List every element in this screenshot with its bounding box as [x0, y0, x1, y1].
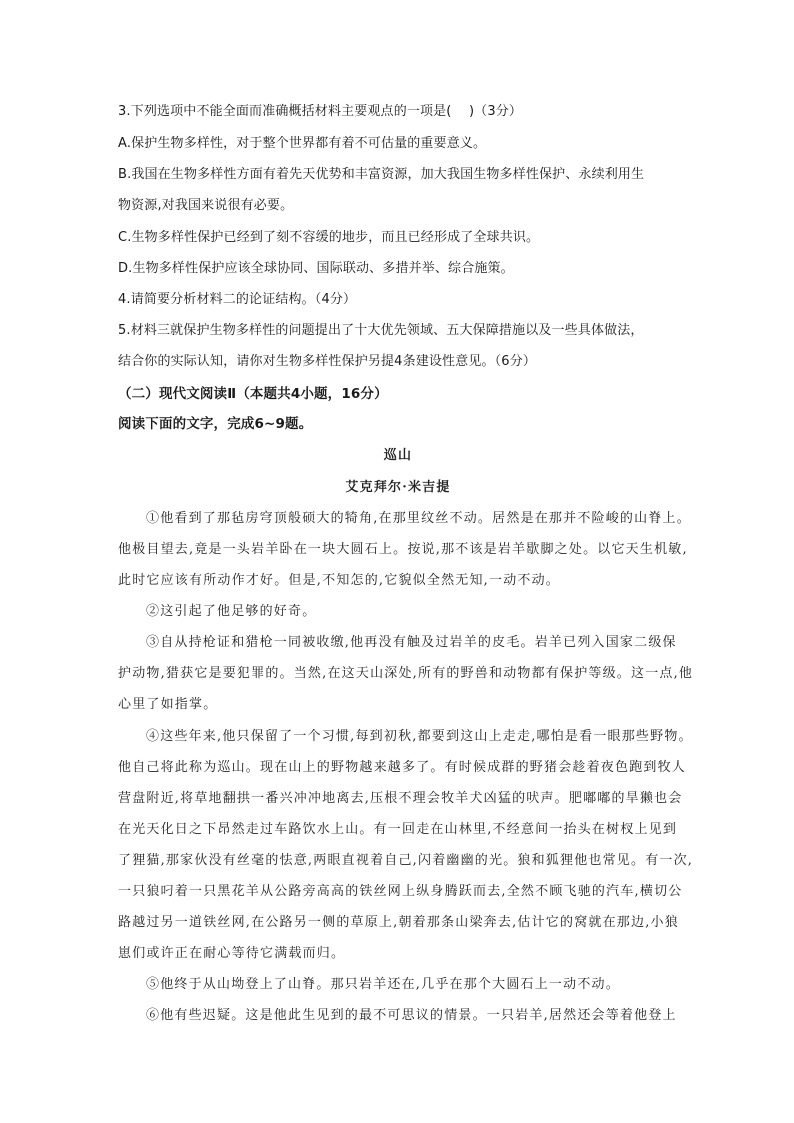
story-p4-line3: 营盘附近,将草地翻拱一番兴冲冲地离去,压根不理会牧羊犬凶猛的吠声。肥嘟嘟的旱獭也会 — [118, 791, 683, 806]
question-5-line1: 5.材料三就保护生物多样性的问题提出了十大优先领域、五大保障措施以及一些具体做法， — [118, 323, 644, 338]
question-3-option-c: C.生物多样性保护已经到了刻不容缓的地步，而且已经形成了全球共识。 — [118, 230, 540, 245]
story-p3-line2: 护动物,猎获它是要犯罪的。当然,在这天山深处,所有的野兽和动物都有保护等级。这一点,他 — [118, 666, 694, 681]
question-5-line2: 结合你的实际认知，请你对生物多样性保护另提4条建设性意见。（6分） — [118, 354, 536, 369]
story-p2: ②这引起了他足够的好奇。 — [146, 604, 317, 619]
story-p4-line1: ④这些年来,他只保留了一个习惯,每到初秋,都要到这山上走走,哪怕是看一眼那些野物。 — [146, 729, 693, 744]
question-3-option-b-line1: B.我国在生物多样性方面有着先天优势和丰富资源，加大我国生物多样性保护、永续利用生 — [118, 167, 645, 182]
story-p4-line2: 他自己将此称为巡山。现在山上的野物越来越多了。有时候成群的野猪会趁着夜色跑到牧人 — [118, 760, 687, 775]
story-p1-line3: 此时它应该有所动作才好。但是,不知怎的,它貌似全然无知,一动不动。 — [118, 573, 560, 588]
question-3-option-a: A.保护生物多样性，对于整个世界都有着不可估量的重要意义。 — [118, 136, 487, 151]
section-heading: （二）现代文阅读Ⅱ（本题共4小题，16分） — [118, 386, 388, 402]
story-p4-line8: 崽们或许正在耐心等待它满载而归。 — [118, 946, 346, 961]
story-p4-line5: 了狸猫,那家伙没有丝毫的怯意,两眼直视着自己,闪着幽幽的光。狼和狐狸他也常见。有一次, — [118, 853, 694, 868]
story-p6-line1: ⑥他有些迟疑。这是他此生见到的最不可思议的情景。一只岩羊,居然还会等着他登上 — [146, 1008, 677, 1023]
story-p5: ⑤他终于从山坳登上了山脊。那只岩羊还在,几乎在那个大圆石上一动不动。 — [146, 977, 620, 992]
question-4: 4.请简要分析材料二的论证结构。（4分） — [118, 292, 357, 307]
story-p3-line3: 心里了如指掌。 — [118, 697, 218, 712]
story-p3-line1: ③自从持枪证和猎枪一同被收缴,他再没有触及过岩羊的皮毛。岩羊已列入国家二级保 — [146, 635, 677, 650]
question-3-option-d: D.生物多样性保护应该全球协同、国际联动、多措并举、综合施策。 — [118, 261, 514, 276]
question-3-stem: 3.下列选项中不能全面而准确概括材料主要观点的一项是( )（3分） — [118, 104, 523, 119]
question-3-option-b-line2: 物资源,对我国来说很有必要。 — [118, 198, 294, 213]
section-instruction: 阅读下面的文字，完成6~9题。 — [118, 416, 313, 432]
story-p1-line2: 他极目望去,竟是一头岩羊卧在一块大圆石上。按说,那不该是岩羊歇脚之处。以它天生机敏, — [118, 542, 688, 557]
story-p4-line4: 在光天化日之下昂然走过车路饮水上山。有一回走在山林里,不经意间一抬头在树杈上见到 — [118, 822, 678, 837]
story-author: 艾克拜尔·米吉提 — [345, 480, 451, 495]
story-p1-line1: ①他看到了那毡房穹顶般硕大的犄角,在那里纹丝不动。居然是在那并不险峻的山脊上。 — [146, 511, 691, 526]
story-title: 巡山 — [383, 448, 413, 463]
story-p4-line7: 路越过另一道铁丝网,在公路另一侧的草原上,朝着那条山梁奔去,估计它的窝就在那边,小狼 — [118, 915, 679, 930]
story-p4-line6: 一只狼叼着一只黑花羊从公路旁高高的铁丝网上纵身腾跃而去,全然不顾飞驰的汽车,横切公 — [118, 884, 683, 899]
